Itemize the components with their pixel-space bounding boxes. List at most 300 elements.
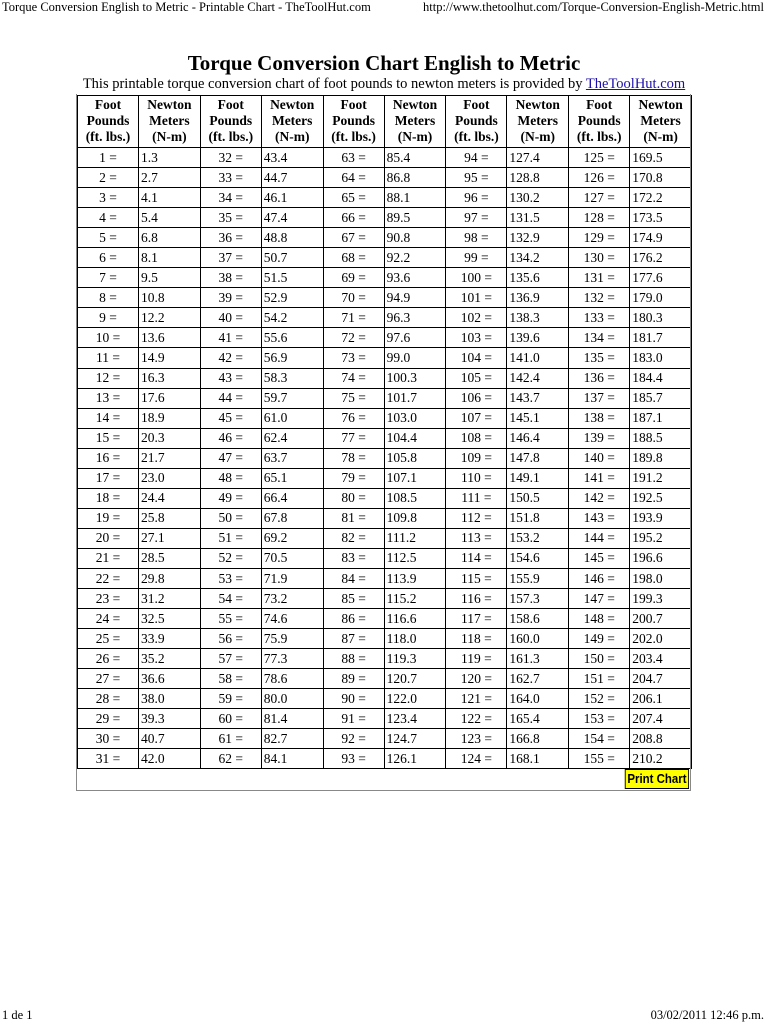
foot-pounds-cell: 114 =: [446, 548, 507, 568]
newton-meters-cell: 48.8: [261, 228, 323, 248]
header-foot-pounds: [200, 96, 261, 148]
newton-meters-cell: 118.0: [384, 629, 446, 649]
newton-meters-cell: 164.0: [507, 689, 569, 709]
header-line: Foot: [463, 97, 490, 112]
header-newton-meters: [507, 96, 569, 148]
print-button-cell: [78, 769, 692, 790]
header-line: Foot: [586, 97, 613, 112]
newton-meters-cell: 176.2: [630, 248, 692, 268]
table-row: [78, 589, 692, 609]
table-row: [78, 609, 692, 629]
page-subtitle: [0, 76, 768, 93]
header-line: Pounds: [455, 113, 498, 128]
foot-pounds-cell: 52 =: [200, 548, 261, 568]
foot-pounds-cell: 65 =: [323, 188, 384, 208]
foot-pounds-cell: 18 =: [78, 488, 139, 508]
foot-pounds-cell: 78 =: [323, 448, 384, 468]
foot-pounds-cell: 10 =: [78, 328, 139, 348]
newton-meters-cell: 36.6: [139, 669, 201, 689]
newton-meters-cell: 135.6: [507, 268, 569, 288]
table-row: [78, 248, 692, 268]
newton-meters-cell: 142.4: [507, 368, 569, 388]
newton-meters-cell: 189.8: [630, 448, 692, 468]
table-row: [78, 228, 692, 248]
newton-meters-cell: 141.0: [507, 348, 569, 368]
table-row: [78, 348, 692, 368]
foot-pounds-cell: 17 =: [78, 468, 139, 488]
newton-meters-cell: 99.0: [384, 348, 446, 368]
foot-pounds-cell: 38 =: [200, 268, 261, 288]
foot-pounds-cell: 127 =: [569, 188, 630, 208]
header-newton-meters: [261, 96, 323, 148]
table-row: [78, 629, 692, 649]
foot-pounds-cell: 40 =: [200, 308, 261, 328]
foot-pounds-cell: 151 =: [569, 669, 630, 689]
foot-pounds-cell: 32 =: [200, 148, 261, 168]
foot-pounds-cell: 80 =: [323, 488, 384, 508]
browser-header-url: http://www.thetoolhut.com/Torque-Conversion-English-Metric.html: [423, 0, 764, 14]
foot-pounds-cell: 91 =: [323, 709, 384, 729]
header-line: Pounds: [209, 113, 253, 128]
newton-meters-cell: 161.3: [507, 649, 569, 669]
foot-pounds-cell: 24 =: [78, 609, 139, 629]
newton-meters-cell: 177.6: [630, 268, 692, 288]
newton-meters-cell: 112.5: [384, 548, 446, 568]
newton-meters-cell: 6.8: [139, 228, 201, 248]
print-chart-button[interactable]: Print Chart: [625, 769, 689, 789]
foot-pounds-cell: 11 =: [78, 348, 139, 368]
newton-meters-cell: 21.7: [139, 448, 201, 468]
newton-meters-cell: 206.1: [630, 689, 692, 709]
newton-meters-cell: 103.0: [384, 408, 446, 428]
foot-pounds-cell: 135 =: [569, 348, 630, 368]
foot-pounds-cell: 30 =: [78, 729, 139, 749]
foot-pounds-cell: 111 =: [446, 488, 507, 508]
table-row: [78, 288, 692, 308]
newton-meters-cell: 47.4: [261, 208, 323, 228]
foot-pounds-cell: 44 =: [200, 388, 261, 408]
foot-pounds-cell: 149 =: [569, 629, 630, 649]
table-row: [78, 168, 692, 188]
newton-meters-cell: 150.5: [507, 488, 569, 508]
header-line: Meters: [149, 113, 190, 128]
header-line: Meters: [640, 113, 681, 128]
table-footer-row: [78, 769, 692, 790]
newton-meters-cell: 20.3: [139, 428, 201, 448]
header-line: (N-m): [643, 129, 678, 144]
foot-pounds-cell: 83 =: [323, 548, 384, 568]
newton-meters-cell: 198.0: [630, 568, 692, 588]
table-row: [78, 208, 692, 228]
newton-meters-cell: 63.7: [261, 448, 323, 468]
foot-pounds-cell: 120 =: [446, 669, 507, 689]
foot-pounds-cell: 42 =: [200, 348, 261, 368]
newton-meters-cell: 172.2: [630, 188, 692, 208]
foot-pounds-cell: 138 =: [569, 408, 630, 428]
foot-pounds-cell: 108 =: [446, 428, 507, 448]
header-newton-meters: [384, 96, 446, 148]
newton-meters-cell: 51.5: [261, 268, 323, 288]
newton-meters-cell: 153.2: [507, 528, 569, 548]
foot-pounds-cell: 100 =: [446, 268, 507, 288]
foot-pounds-cell: 25 =: [78, 629, 139, 649]
foot-pounds-cell: 29 =: [78, 709, 139, 729]
table-row: [78, 508, 692, 528]
foot-pounds-cell: 45 =: [200, 408, 261, 428]
foot-pounds-cell: 51 =: [200, 528, 261, 548]
newton-meters-cell: 124.7: [384, 729, 446, 749]
newton-meters-cell: 192.5: [630, 488, 692, 508]
table-row: [78, 408, 692, 428]
newton-meters-cell: 71.9: [261, 568, 323, 588]
table-row: [78, 188, 692, 208]
foot-pounds-cell: 134 =: [569, 328, 630, 348]
foot-pounds-cell: 73 =: [323, 348, 384, 368]
newton-meters-cell: 97.6: [384, 328, 446, 348]
newton-meters-cell: 169.5: [630, 148, 692, 168]
foot-pounds-cell: 144 =: [569, 528, 630, 548]
newton-meters-cell: 70.5: [261, 548, 323, 568]
table-row: [78, 268, 692, 288]
foot-pounds-cell: 110 =: [446, 468, 507, 488]
foot-pounds-cell: 4 =: [78, 208, 139, 228]
foot-pounds-cell: 22 =: [78, 568, 139, 588]
thetoolhut-link[interactable]: TheToolHut.com: [585, 76, 686, 92]
newton-meters-cell: 204.7: [630, 669, 692, 689]
foot-pounds-cell: 82 =: [323, 528, 384, 548]
newton-meters-cell: 100.3: [384, 368, 446, 388]
newton-meters-cell: 151.8: [507, 508, 569, 528]
browser-header-page-title: Torque Conversion English to Metric - Printable Chart - TheToolHut.com: [2, 0, 371, 14]
newton-meters-cell: 173.5: [630, 208, 692, 228]
foot-pounds-cell: 21 =: [78, 548, 139, 568]
newton-meters-cell: 2.7: [139, 168, 201, 188]
foot-pounds-cell: 47 =: [200, 448, 261, 468]
newton-meters-cell: 149.1: [507, 468, 569, 488]
header-line: (ft. lbs.): [208, 129, 254, 144]
newton-meters-cell: 85.4: [384, 148, 446, 168]
newton-meters-cell: 1.3: [139, 148, 201, 168]
foot-pounds-cell: 37 =: [200, 248, 261, 268]
table-row: [78, 749, 692, 769]
foot-pounds-cell: 69 =: [323, 268, 384, 288]
newton-meters-cell: 18.9: [139, 408, 201, 428]
header-line: Newton: [638, 97, 683, 112]
newton-meters-cell: 123.4: [384, 709, 446, 729]
newton-meters-cell: 203.4: [630, 649, 692, 669]
foot-pounds-cell: 92 =: [323, 729, 384, 749]
newton-meters-cell: 5.4: [139, 208, 201, 228]
newton-meters-cell: 84.1: [261, 749, 323, 769]
foot-pounds-cell: 74 =: [323, 368, 384, 388]
newton-meters-cell: 39.3: [139, 709, 201, 729]
foot-pounds-cell: 62 =: [200, 749, 261, 769]
newton-meters-cell: 200.7: [630, 609, 692, 629]
newton-meters-cell: 78.6: [261, 669, 323, 689]
newton-meters-cell: 10.8: [139, 288, 201, 308]
newton-meters-cell: 75.9: [261, 629, 323, 649]
foot-pounds-cell: 71 =: [323, 308, 384, 328]
foot-pounds-cell: 128 =: [569, 208, 630, 228]
newton-meters-cell: 25.8: [139, 508, 201, 528]
foot-pounds-cell: 79 =: [323, 468, 384, 488]
newton-meters-cell: 170.8: [630, 168, 692, 188]
newton-meters-cell: 147.8: [507, 448, 569, 468]
foot-pounds-cell: 26 =: [78, 649, 139, 669]
foot-pounds-cell: 68 =: [323, 248, 384, 268]
torque-conversion-table: [77, 95, 692, 789]
newton-meters-cell: 12.2: [139, 308, 201, 328]
foot-pounds-cell: 6 =: [78, 248, 139, 268]
newton-meters-cell: 89.5: [384, 208, 446, 228]
table-row: [78, 328, 692, 348]
table-row: [78, 709, 692, 729]
newton-meters-cell: 134.2: [507, 248, 569, 268]
header-newton-meters: [139, 96, 201, 148]
newton-meters-cell: 94.9: [384, 288, 446, 308]
header-line: (N-m): [274, 129, 310, 144]
newton-meters-cell: 202.0: [630, 629, 692, 649]
newton-meters-cell: 128.8: [507, 168, 569, 188]
foot-pounds-cell: 90 =: [323, 689, 384, 709]
newton-meters-cell: 210.2: [630, 749, 692, 769]
newton-meters-cell: 74.6: [261, 609, 323, 629]
newton-meters-cell: 8.1: [139, 248, 201, 268]
table-row: [78, 368, 692, 388]
foot-pounds-cell: 67 =: [323, 228, 384, 248]
newton-meters-cell: 46.1: [261, 188, 323, 208]
foot-pounds-cell: 54 =: [200, 589, 261, 609]
newton-meters-cell: 126.1: [384, 749, 446, 769]
newton-meters-cell: 77.3: [261, 649, 323, 669]
foot-pounds-cell: 146 =: [569, 568, 630, 588]
foot-pounds-cell: 15 =: [78, 428, 139, 448]
newton-meters-cell: 9.5: [139, 268, 201, 288]
header-line: (ft. lbs.): [454, 129, 499, 144]
browser-footer-page-count: 1 de 1: [2, 1008, 33, 1022]
newton-meters-cell: 185.7: [630, 388, 692, 408]
foot-pounds-cell: 53 =: [200, 568, 261, 588]
foot-pounds-cell: 153 =: [569, 709, 630, 729]
newton-meters-cell: 101.7: [384, 388, 446, 408]
newton-meters-cell: 55.6: [261, 328, 323, 348]
page-title: Torque Conversion Chart English to Metric: [187, 51, 581, 75]
newton-meters-cell: 160.0: [507, 629, 569, 649]
header-line: Pounds: [86, 113, 130, 128]
foot-pounds-cell: 36 =: [200, 228, 261, 248]
newton-meters-cell: 188.5: [630, 428, 692, 448]
header-line: (N-m): [152, 129, 187, 144]
newton-meters-cell: 168.1: [507, 749, 569, 769]
foot-pounds-cell: 58 =: [200, 669, 261, 689]
foot-pounds-cell: 98 =: [446, 228, 507, 248]
newton-meters-cell: 14.9: [139, 348, 201, 368]
newton-meters-cell: 24.4: [139, 488, 201, 508]
foot-pounds-cell: 28 =: [78, 689, 139, 709]
newton-meters-cell: 23.0: [139, 468, 201, 488]
foot-pounds-cell: 129 =: [569, 228, 630, 248]
foot-pounds-cell: 49 =: [200, 488, 261, 508]
foot-pounds-cell: 5 =: [78, 228, 139, 248]
foot-pounds-cell: 20 =: [78, 528, 139, 548]
foot-pounds-cell: 64 =: [323, 168, 384, 188]
newton-meters-cell: 32.5: [139, 609, 201, 629]
table-row: [78, 568, 692, 588]
foot-pounds-cell: 121 =: [446, 689, 507, 709]
newton-meters-cell: 181.7: [630, 328, 692, 348]
header-line: (ft. lbs.): [331, 129, 376, 144]
foot-pounds-cell: 23 =: [78, 589, 139, 609]
header-line: (ft. lbs.): [576, 129, 622, 144]
foot-pounds-cell: 48 =: [200, 468, 261, 488]
foot-pounds-cell: 39 =: [200, 288, 261, 308]
newton-meters-cell: 56.9: [261, 348, 323, 368]
newton-meters-cell: 113.9: [384, 568, 446, 588]
table-row: [78, 468, 692, 488]
foot-pounds-cell: 14 =: [78, 408, 139, 428]
header-line: Newton: [392, 97, 438, 112]
foot-pounds-cell: 112 =: [446, 508, 507, 528]
newton-meters-cell: 143.7: [507, 388, 569, 408]
newton-meters-cell: 28.5: [139, 548, 201, 568]
table-row: [78, 669, 692, 689]
newton-meters-cell: 80.0: [261, 689, 323, 709]
foot-pounds-cell: 139 =: [569, 428, 630, 448]
header-line: Newton: [147, 97, 192, 112]
foot-pounds-cell: 152 =: [569, 689, 630, 709]
foot-pounds-cell: 35 =: [200, 208, 261, 228]
foot-pounds-cell: 85 =: [323, 589, 384, 609]
foot-pounds-cell: 12 =: [78, 368, 139, 388]
newton-meters-cell: 27.1: [139, 528, 201, 548]
header-newton-meters: [630, 96, 692, 148]
newton-meters-cell: 184.4: [630, 368, 692, 388]
foot-pounds-cell: 99 =: [446, 248, 507, 268]
foot-pounds-cell: 19 =: [78, 508, 139, 528]
foot-pounds-cell: 142 =: [569, 488, 630, 508]
header-foot-pounds: [323, 96, 384, 148]
foot-pounds-cell: 88 =: [323, 649, 384, 669]
foot-pounds-cell: 143 =: [569, 508, 630, 528]
newton-meters-cell: 81.4: [261, 709, 323, 729]
newton-meters-cell: 96.3: [384, 308, 446, 328]
newton-meters-cell: 62.4: [261, 428, 323, 448]
table-row: [78, 388, 692, 408]
foot-pounds-cell: 107 =: [446, 408, 507, 428]
newton-meters-cell: 116.6: [384, 609, 446, 629]
foot-pounds-cell: 41 =: [200, 328, 261, 348]
foot-pounds-cell: 75 =: [323, 388, 384, 408]
newton-meters-cell: 65.1: [261, 468, 323, 488]
foot-pounds-cell: 94 =: [446, 148, 507, 168]
foot-pounds-cell: 141 =: [569, 468, 630, 488]
foot-pounds-cell: 130 =: [569, 248, 630, 268]
foot-pounds-cell: 31 =: [78, 749, 139, 769]
newton-meters-cell: 109.8: [384, 508, 446, 528]
newton-meters-cell: 38.0: [139, 689, 201, 709]
newton-meters-cell: 154.6: [507, 548, 569, 568]
table-row: [78, 689, 692, 709]
table-row: [78, 448, 692, 468]
foot-pounds-cell: 95 =: [446, 168, 507, 188]
foot-pounds-cell: 136 =: [569, 368, 630, 388]
header-line: (N-m): [397, 129, 433, 144]
newton-meters-cell: 127.4: [507, 148, 569, 168]
foot-pounds-cell: 119 =: [446, 649, 507, 669]
newton-meters-cell: 157.3: [507, 589, 569, 609]
newton-meters-cell: 16.3: [139, 368, 201, 388]
foot-pounds-cell: 106 =: [446, 388, 507, 408]
foot-pounds-cell: 27 =: [78, 669, 139, 689]
foot-pounds-cell: 46 =: [200, 428, 261, 448]
newton-meters-cell: 66.4: [261, 488, 323, 508]
foot-pounds-cell: 140 =: [569, 448, 630, 468]
subtitle-text: This printable torque conversion chart of foot pounds to newton meters is provided by: [82, 76, 586, 92]
foot-pounds-cell: 126 =: [569, 168, 630, 188]
newton-meters-cell: 122.0: [384, 689, 446, 709]
newton-meters-cell: 132.9: [507, 228, 569, 248]
newton-meters-cell: 13.6: [139, 328, 201, 348]
newton-meters-cell: 131.5: [507, 208, 569, 228]
newton-meters-cell: 207.4: [630, 709, 692, 729]
newton-meters-cell: 54.2: [261, 308, 323, 328]
foot-pounds-cell: 102 =: [446, 308, 507, 328]
foot-pounds-cell: 123 =: [446, 729, 507, 749]
foot-pounds-cell: 2 =: [78, 168, 139, 188]
newton-meters-cell: 138.3: [507, 308, 569, 328]
newton-meters-cell: 86.8: [384, 168, 446, 188]
newton-meters-cell: 104.4: [384, 428, 446, 448]
newton-meters-cell: 52.9: [261, 288, 323, 308]
foot-pounds-cell: 87 =: [323, 629, 384, 649]
newton-meters-cell: 174.9: [630, 228, 692, 248]
header-line: (ft. lbs.): [85, 129, 131, 144]
foot-pounds-cell: 81 =: [323, 508, 384, 528]
newton-meters-cell: 42.0: [139, 749, 201, 769]
browser-footer-datetime: 03/02/2011 12:46 p.m.: [650, 1008, 764, 1022]
newton-meters-cell: 120.7: [384, 669, 446, 689]
foot-pounds-cell: 77 =: [323, 428, 384, 448]
foot-pounds-cell: 84 =: [323, 568, 384, 588]
newton-meters-cell: 179.0: [630, 288, 692, 308]
foot-pounds-cell: 125 =: [569, 148, 630, 168]
foot-pounds-cell: 9 =: [78, 308, 139, 328]
foot-pounds-cell: 89 =: [323, 669, 384, 689]
foot-pounds-cell: 34 =: [200, 188, 261, 208]
table-body: [78, 148, 692, 769]
newton-meters-cell: 69.2: [261, 528, 323, 548]
foot-pounds-cell: 145 =: [569, 548, 630, 568]
newton-meters-cell: 191.2: [630, 468, 692, 488]
newton-meters-cell: 195.2: [630, 528, 692, 548]
foot-pounds-cell: 154 =: [569, 729, 630, 749]
foot-pounds-cell: 150 =: [569, 649, 630, 669]
header-line: Meters: [517, 113, 559, 128]
newton-meters-cell: 90.8: [384, 228, 446, 248]
foot-pounds-cell: 59 =: [200, 689, 261, 709]
newton-meters-cell: 208.8: [630, 729, 692, 749]
newton-meters-cell: 146.4: [507, 428, 569, 448]
foot-pounds-cell: 16 =: [78, 448, 139, 468]
foot-pounds-cell: 132 =: [569, 288, 630, 308]
foot-pounds-cell: 3 =: [78, 188, 139, 208]
newton-meters-cell: 111.2: [384, 528, 446, 548]
header-line: Pounds: [577, 113, 621, 128]
newton-meters-cell: 115.2: [384, 589, 446, 609]
newton-meters-cell: 92.2: [384, 248, 446, 268]
foot-pounds-cell: 60 =: [200, 709, 261, 729]
header-line: Foot: [94, 97, 122, 112]
